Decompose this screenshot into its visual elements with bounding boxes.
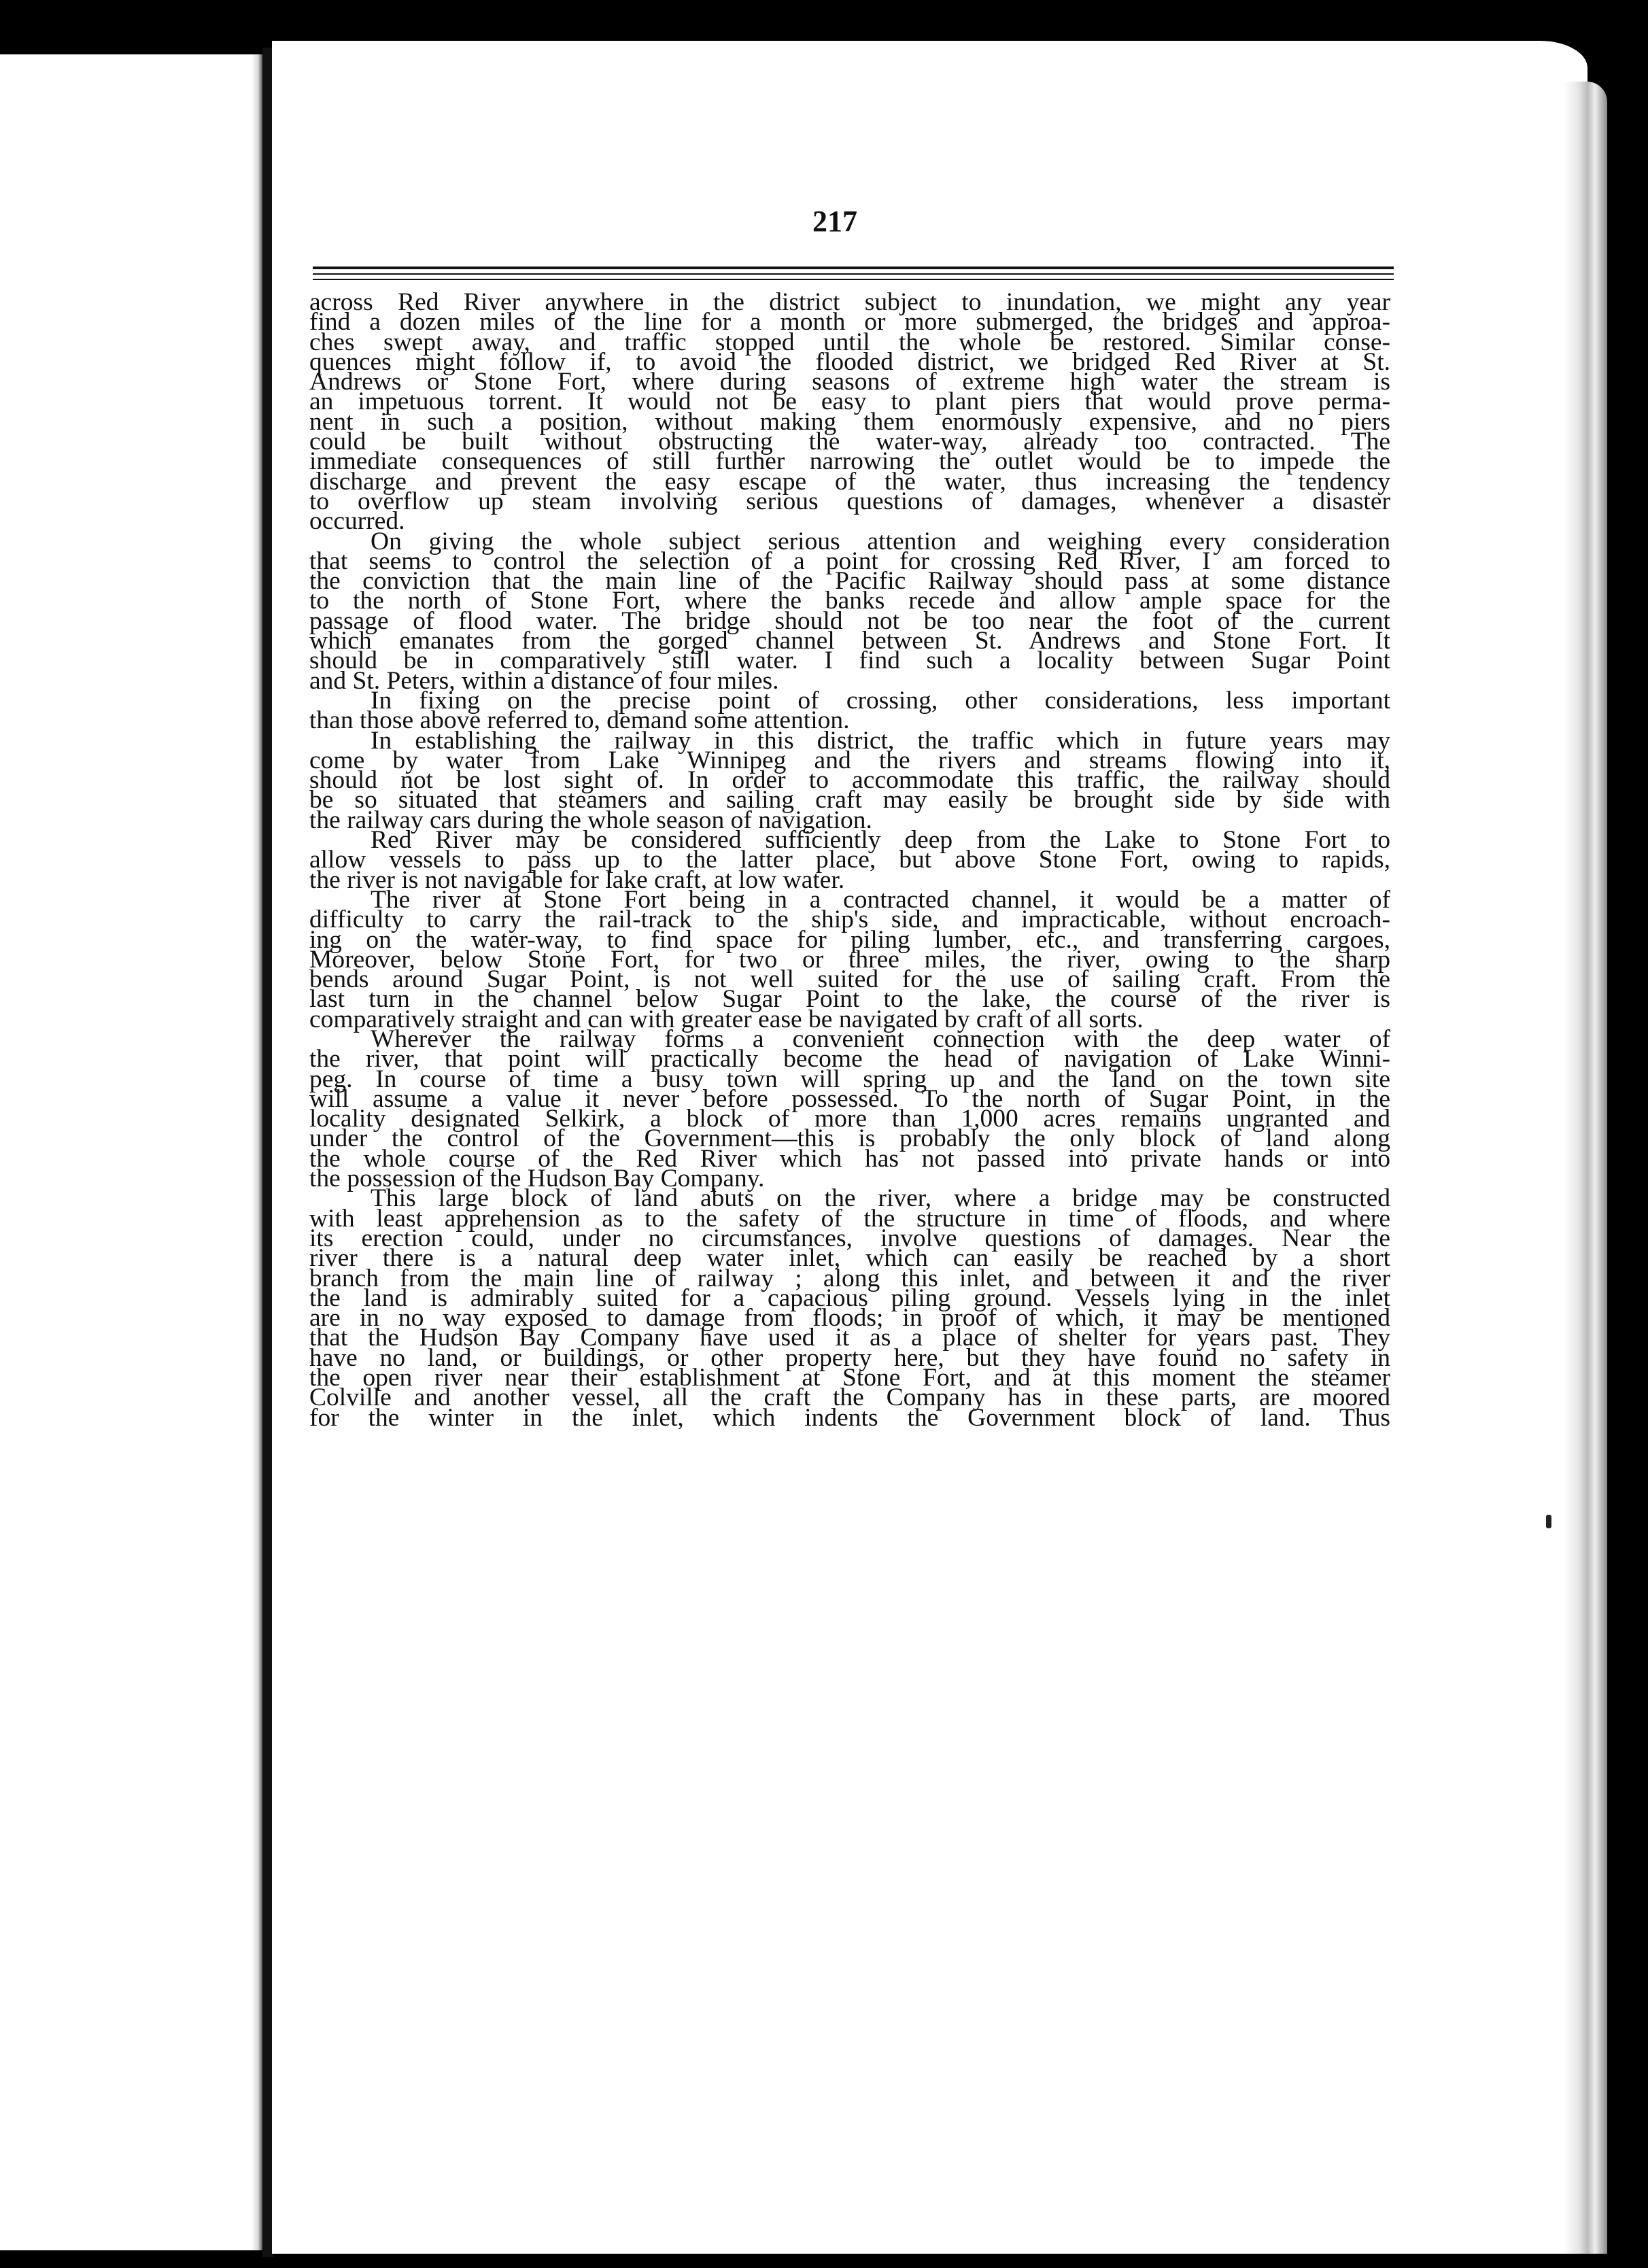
text-line: nent in such a position, without making them enormously expensive, and no piers <box>309 407 1390 436</box>
text-line: In establishing the railway in this district, the traffic which in future years may <box>371 726 1390 755</box>
page-edge-stack <box>1564 82 1607 2254</box>
text-line: last turn in the channel below Sugar Point to the lake, the course of the river is <box>309 985 1390 1014</box>
text-line: the land is admirably suited for a capacious piling ground. Vessels lying in the inlet <box>309 1284 1390 1312</box>
text-line: for the winter in the inlet, which indents the Government block of land. Thus <box>309 1403 1390 1432</box>
text-line: occurred. <box>309 507 405 536</box>
body-text <box>309 288 1390 1432</box>
text-line: with least apprehension as to the safety of the structure in time of floods, and where <box>309 1204 1390 1233</box>
text-line: discharge and prevent the easy escape of the water, thus increasing the tendency <box>309 467 1390 496</box>
text-line: the railway cars during the whole season of navigation. <box>309 806 872 834</box>
text-line: allow vessels to pass up to the latter place, but above Stone Fort, owing to rapids, <box>309 846 1390 874</box>
text-line: find a dozen miles of the line for a month or more submerged, the bridges and approa- <box>309 308 1390 337</box>
text-line: This large block of land abuts on the river, where a bridge may be constructed <box>371 1184 1390 1213</box>
text-line: The river at Stone Fort being in a contracted channel, it would be a matter of <box>371 885 1390 914</box>
text-line: to overflow up steam involving serious questions of damages, whenever a disaster <box>309 487 1390 515</box>
text-line: ing on the water-way, to find space for piling lumber, etc., and transferring cargoes, <box>309 925 1390 954</box>
text-line: In fixing on the precise point of crossing, other considerations, less important <box>371 686 1390 715</box>
text-line: Wherever the railway forms a convenient connection with the deep water of <box>371 1025 1390 1053</box>
text-line: have no land, or buildings, or other property here, but they have found no safety in <box>309 1343 1390 1372</box>
ink-speck <box>1546 1515 1551 1528</box>
text-line: should not be lost sight of. In order to accommodate this traffic, the railway should <box>309 766 1390 795</box>
text-line: Colville and another vessel, all the craft the Company has in these parts, are moored <box>309 1384 1390 1412</box>
text-line: locality designated Selkirk, a block of more than 1,000 acres remains ungranted and <box>309 1105 1390 1133</box>
text-line: Moreover, below Stone Fort, for two or three miles, the river, owing to the sharp <box>309 945 1390 974</box>
text-line: difficulty to carry the rail-track to the ship's side, and impracticable, without encroach- <box>309 906 1390 934</box>
left-page <box>0 54 260 2250</box>
text-line: river there is a natural deep water inlet, which can easily be reached by a short <box>309 1244 1390 1273</box>
text-line: Red River may be considered sufficiently deep from the Lake to Stone Fort to <box>371 826 1390 855</box>
text-line: the whole course of the Red River which has not passed into private hands or into <box>309 1144 1390 1173</box>
text-line: under the control of the Government—this is probably the only block of land along <box>309 1124 1390 1153</box>
text-line: that seems to control the selection of a point for crossing Red River, I am forced to <box>309 547 1390 575</box>
text-line: across Red River anywhere in the district subject to inundation, we might any year <box>309 288 1390 316</box>
left-page-edge <box>252 54 262 2250</box>
text-line: peg. In course of time a busy town will spring up and the land on the town site <box>309 1065 1390 1093</box>
text-line: and St. Peters, within a distance of four miles. <box>309 666 779 695</box>
text-line: its erection could, under no circumstances, involve questions of damages. Near the <box>309 1224 1390 1252</box>
text-line: will assume a value it never before possessed. To the north of Sugar Point, in the <box>309 1084 1390 1113</box>
page-number: 217 <box>812 205 857 238</box>
header-rule-thick <box>313 267 1394 269</box>
header-rule-thin-2 <box>313 279 1394 280</box>
text-line: the river, that point will practically become the head of navigation of Lake Winni- <box>309 1045 1390 1073</box>
text-line: which emanates from the gorged channel between St. Andrews and Stone Fort. It <box>309 627 1390 655</box>
text-line: Andrews or Stone Fort, where during seasons of extreme high water the stream is <box>309 368 1390 396</box>
text-line: quences might follow if, to avoid the flooded district, we bridged Red River at St. <box>309 347 1390 376</box>
text-line: the open river near their establishment at Stone Fort, and at this moment the steamer <box>309 1364 1390 1392</box>
text-line: immediate consequences of still further narrowing the outlet would be to impede the <box>309 447 1390 476</box>
text-line: ches swept away, and traffic stopped until the whole be restored. Similar conse- <box>309 328 1390 356</box>
text-line: an impetuous torrent. It would not be easy to plant piers that would prove perma- <box>309 388 1390 416</box>
text-line: are in no way exposed to damage from floods; in proof of which, it may be mentioned <box>309 1304 1390 1333</box>
text-line: to the north of Stone Fort, where the banks recede and allow ample space for the <box>309 587 1390 615</box>
text-line: the river is not navigable for lake craft, at low water. <box>309 865 845 894</box>
text-line: could be built without obstructing the water-way, already too contracted. The <box>309 428 1390 456</box>
text-line: should be in comparatively still water. I find such a locality between Sugar Point <box>309 647 1390 675</box>
text-line: bends around Sugar Point, is not well suited for the use of sailing craft. From the <box>309 965 1390 994</box>
text-line: be so situated that steamers and sailing craft may easily be brought side by side with <box>309 786 1390 814</box>
text-line: comparatively straight and can with greater ease be navigated by craft of all sorts. <box>309 1005 1144 1033</box>
text-line: branch from the main line of railway ; along this inlet, and between it and the river <box>309 1264 1390 1292</box>
text-line: the conviction that the main line of the Pacific Railway should pass at some distance <box>309 567 1390 596</box>
text-line: than those above referred to, demand some attention. <box>309 706 850 735</box>
text-line: come by water from Lake Winnipeg and the rivers and streams flowing into it, <box>309 746 1390 774</box>
text-line: passage of flood water. The bridge should not be too near the foot of the current <box>309 606 1390 635</box>
text-line: that the Hudson Bay Company have used it as a place of shelter for years past. They <box>309 1324 1390 1352</box>
text-line: On giving the whole subject serious attention and weighing every consideration <box>371 527 1390 555</box>
text-line: the possession of the Hudson Bay Company. <box>309 1165 765 1193</box>
header-rule-thin <box>313 273 1394 275</box>
